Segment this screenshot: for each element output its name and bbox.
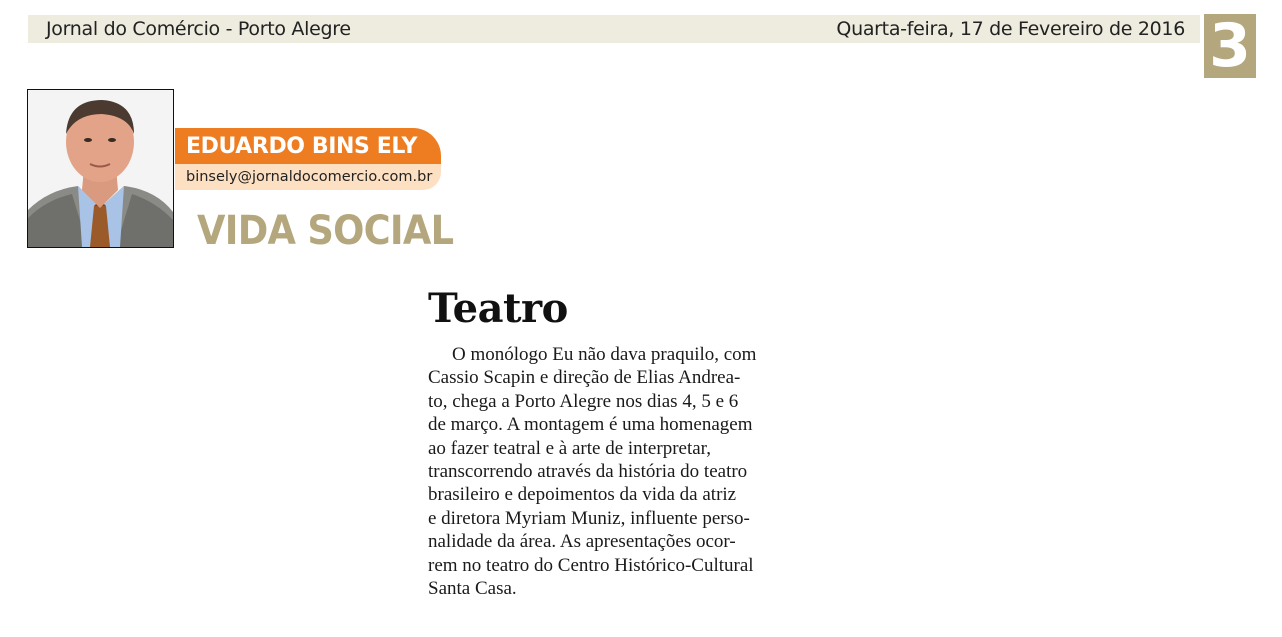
article-line: rem no teatro do Centro Histórico-Cultural: [428, 554, 754, 576]
author-name: EDUARDO BINS ELY: [186, 134, 418, 159]
publication-name: Jornal do Comércio - Porto Alegre: [46, 18, 351, 40]
article-line: Santa Casa.: [428, 578, 517, 600]
article-line: Cassio Scapin e direção de Elias Andrea-: [428, 367, 741, 389]
author-photo: [27, 89, 174, 248]
article-line: to, chega a Porto Alegre nos dias 4, 5 e 6: [428, 390, 739, 412]
article-line: de março. A montagem é uma homenagem: [428, 414, 753, 436]
article-line: brasileiro e depoimentos da vida da atriz: [428, 484, 737, 506]
article-line: transcorrendo através da história do teatro: [428, 461, 748, 483]
page-number: 3: [1204, 14, 1256, 78]
article-line: e diretora Myriam Muniz, influente perso-: [428, 507, 750, 529]
author-portrait-image: [28, 90, 173, 247]
article-title: Teatro: [428, 285, 568, 332]
section-title: VIDA SOCIAL: [197, 208, 454, 254]
article-body: [428, 343, 813, 600]
article-line: ao fazer teatral e à arte de interpretar,: [428, 437, 711, 459]
article-line: O monólogo Eu não dava praquilo, com: [452, 344, 757, 365]
publication-date: Quarta-feira, 17 de Fevereiro de 2016: [836, 18, 1185, 40]
author-email[interactable]: binsely@jornaldocomercio.com.br: [186, 169, 433, 185]
article-line: nalidade da área. As apresentações ocor-: [428, 531, 736, 553]
